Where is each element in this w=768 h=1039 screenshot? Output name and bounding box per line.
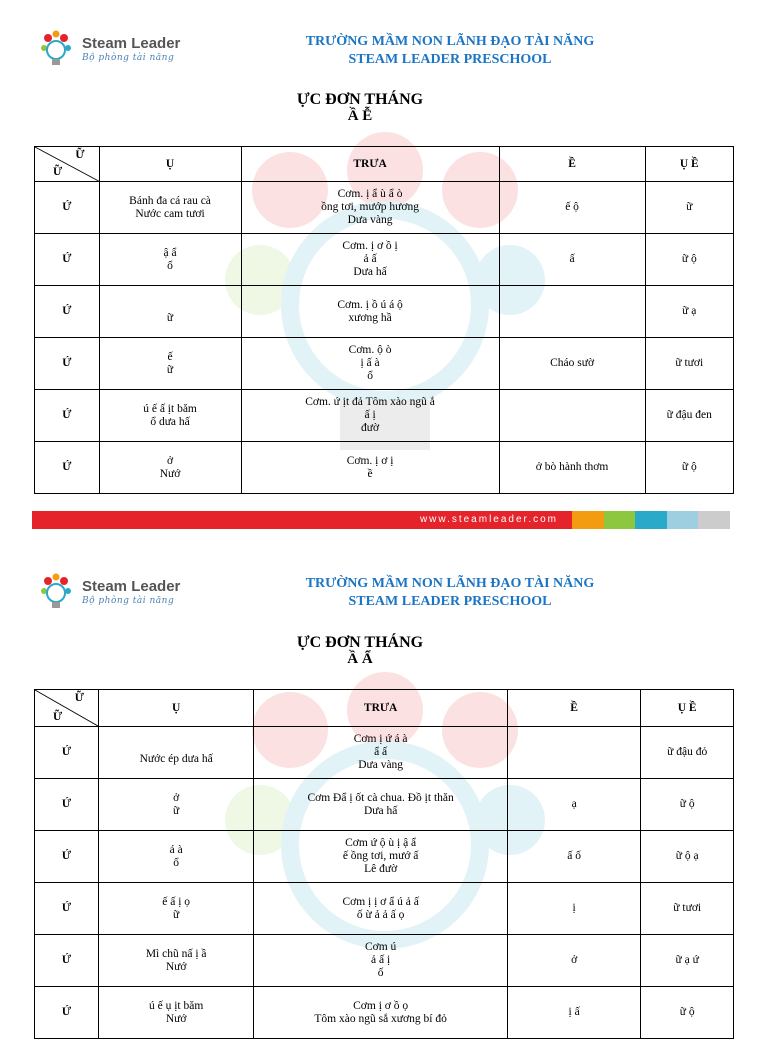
brand-name: Steam Leader xyxy=(82,578,181,595)
menu-title-text: ỰC ĐƠN THÁNG xyxy=(296,634,424,651)
footer-color-segment xyxy=(635,511,667,529)
meal-cell-lunch: Cơm ú ả ấ ị ố xyxy=(254,935,508,987)
footer-color-segment xyxy=(572,511,604,529)
meal-cell-morning: ú ế ấ ịt băm ổ dưa hấ xyxy=(99,390,241,442)
footer-color-segment xyxy=(667,511,699,529)
school-name-vi: TRƯỜNG MẦM NON LÃNH ĐẠO TÀI NĂNG xyxy=(305,34,595,49)
meal-cell-afternoon: ạ xyxy=(507,779,640,831)
meal-cell-snack: ữ ộ xyxy=(645,442,733,494)
table-row xyxy=(35,883,734,935)
meal-cell-morning: á à ổ xyxy=(98,831,253,883)
menu-subtitle: Ầ Ễ xyxy=(347,108,373,124)
meal-cell-morning: ế ữ xyxy=(99,338,241,390)
meal-cell-snack: ữ ộ xyxy=(641,987,734,1039)
table-row xyxy=(35,779,734,831)
meal-cell-snack: ữ ộ ạ xyxy=(641,831,734,883)
column-header: Ề xyxy=(499,147,645,182)
day-cell: Ứ xyxy=(35,390,100,442)
brand-logo xyxy=(36,30,180,70)
meal-cell-afternoon xyxy=(499,286,645,338)
meal-cell-morning: ở ữ xyxy=(98,779,253,831)
table-row xyxy=(35,831,734,883)
column-header: TRƯA xyxy=(241,147,499,182)
meal-cell-snack: ữ ộ xyxy=(641,779,734,831)
meal-cell-snack: ữ xyxy=(645,182,733,234)
meal-cell-afternoon xyxy=(507,727,640,779)
table-row xyxy=(35,182,734,234)
day-cell: Ứ xyxy=(35,987,99,1039)
meal-cell-lunch: Cơm. ị ơ ồ ị ả ấ Dưa hấ xyxy=(241,234,499,286)
column-header: Ề xyxy=(507,690,640,727)
footer-url: www.steamleader.com xyxy=(32,511,572,529)
table-header-row xyxy=(35,147,734,182)
meal-cell-snack: ữ ạ ứ xyxy=(641,935,734,987)
meal-cell-lunch: Cơm Đẩ ị ốt cà chua. Đồ ịt thăn Dưa hấ xyxy=(254,779,508,831)
meal-cell-morning: Bánh đa cá rau cà Nước cam tươi xyxy=(99,182,241,234)
school-name-en: STEAM LEADER PRESCHOOL xyxy=(348,52,552,67)
corner-top-label: Ữ xyxy=(75,149,85,161)
table-row xyxy=(35,727,734,779)
meal-cell-lunch: Cơm. ị ơ ị ề xyxy=(241,442,499,494)
menu-title xyxy=(200,92,520,124)
meal-cell-morning: Mì chũ nấ ị ầ Nướ xyxy=(98,935,253,987)
corner-bottom-label: Ữ xyxy=(53,711,63,723)
table-row xyxy=(35,286,734,338)
meal-cell-morning: ở Nướ xyxy=(99,442,241,494)
meal-cell-afternoon: ế ộ xyxy=(499,182,645,234)
meal-cell-snack: ữ ộ xyxy=(645,234,733,286)
meal-cell-morning: ậ ẩ ổ xyxy=(99,234,241,286)
table-row xyxy=(35,987,734,1039)
meal-cell-lunch: Cơm ứ ộ ù ị ậ ẩ ế ồng tơi, mướ ấ Lê đườ xyxy=(254,831,508,883)
meal-cell-snack: ữ đậu đen xyxy=(645,390,733,442)
menu-page-2 xyxy=(0,545,768,1024)
lightbulb-logo-icon xyxy=(36,30,76,70)
corner-top-label: Ữ xyxy=(74,692,84,704)
meal-cell-afternoon xyxy=(499,390,645,442)
day-cell: Ứ xyxy=(35,338,100,390)
table-row xyxy=(35,338,734,390)
meal-cell-lunch: Cơm ị ứ á à ẩ ấ Dưa vàng xyxy=(254,727,508,779)
footer-color-segment xyxy=(698,511,730,529)
table-row xyxy=(35,935,734,987)
brand-name: Steam Leader xyxy=(82,35,181,52)
table-row xyxy=(35,234,734,286)
meal-cell-snack: ữ đậu đỏ xyxy=(641,727,734,779)
footer-bar xyxy=(32,511,730,529)
school-name-en: STEAM LEADER PRESCHOOL xyxy=(348,594,552,609)
day-cell: Ứ xyxy=(35,727,99,779)
meal-cell-lunch: Cơm. ị ồ ú á ộ xương hầ xyxy=(241,286,499,338)
column-header: Ụ Ề xyxy=(641,690,734,727)
menu-table xyxy=(34,689,734,1039)
table-row xyxy=(35,442,734,494)
meal-cell-snack: ữ ạ xyxy=(645,286,733,338)
menu-title-text: ỰC ĐƠN THÁNG xyxy=(296,91,424,108)
meal-cell-snack: ữ tươi xyxy=(641,883,734,935)
school-header xyxy=(260,575,640,611)
meal-cell-afternoon: ị xyxy=(507,883,640,935)
menu-subtitle: Ầ Ẩ xyxy=(347,651,373,667)
meal-cell-afternoon: Cháo sườ xyxy=(499,338,645,390)
meal-cell-lunch: Cơm ị ị ơ ẩ ú ả ấ ố ừ ả ả ấ ọ xyxy=(254,883,508,935)
day-cell: Ứ xyxy=(35,779,99,831)
day-cell: Ứ xyxy=(35,234,100,286)
day-cell: Ứ xyxy=(35,442,100,494)
day-cell: Ứ xyxy=(35,831,99,883)
table-header-row xyxy=(35,690,734,727)
meal-cell-afternoon: ị ấ xyxy=(507,987,640,1039)
meal-cell-lunch: Cơm. ị ẩ ù ẩ ò ồng tơi, mướp hương Dưa vàng xyxy=(241,182,499,234)
table-row xyxy=(35,390,734,442)
meal-cell-morning: ữ xyxy=(99,286,241,338)
school-name-vi: TRƯỜNG MẦM NON LÃNH ĐẠO TÀI NĂNG xyxy=(305,576,595,591)
corner-header-cell xyxy=(35,690,99,727)
meal-cell-lunch: Cơm. ứ ịt đả Tôm xào ngũ ắ ấ ị đườ xyxy=(241,390,499,442)
meal-cell-lunch: Cơm. ộ ò ị ấ à ổ xyxy=(241,338,499,390)
day-cell: Ứ xyxy=(35,883,99,935)
meal-cell-snack: ữ tươi xyxy=(645,338,733,390)
meal-cell-afternoon: ở bò hành thơm xyxy=(499,442,645,494)
meal-cell-lunch: Cơm ị ơ ồ ọ Tôm xào ngũ sắ xương bí đỏ xyxy=(254,987,508,1039)
corner-header-cell xyxy=(35,147,100,182)
day-cell: Ứ xyxy=(35,935,99,987)
brand-logo xyxy=(36,573,180,613)
column-header: Ụ xyxy=(98,690,253,727)
school-header xyxy=(260,33,640,69)
corner-bottom-label: Ữ xyxy=(53,166,63,178)
meal-cell-afternoon: ấ xyxy=(499,234,645,286)
meal-cell-afternoon: ấ ố xyxy=(507,831,640,883)
day-cell: Ứ xyxy=(35,286,100,338)
footer-color-segment xyxy=(604,511,636,529)
day-cell: Ứ xyxy=(35,182,100,234)
column-header: Ụ xyxy=(99,147,241,182)
lightbulb-logo-icon xyxy=(36,573,76,613)
meal-cell-morning: Nước ép dưa hấ xyxy=(98,727,253,779)
column-header: TRƯA xyxy=(254,690,508,727)
brand-tagline: Bộ phòng tài năng xyxy=(82,53,175,63)
meal-cell-morning: ú ế ụ ịt băm Nướ xyxy=(98,987,253,1039)
column-header: Ụ Ề xyxy=(645,147,733,182)
menu-table xyxy=(34,146,734,494)
menu-title xyxy=(200,635,520,667)
brand-tagline: Bộ phòng tài năng xyxy=(82,596,175,606)
meal-cell-afternoon: ở xyxy=(507,935,640,987)
meal-cell-morning: ế ấ ị ọ ữ xyxy=(98,883,253,935)
